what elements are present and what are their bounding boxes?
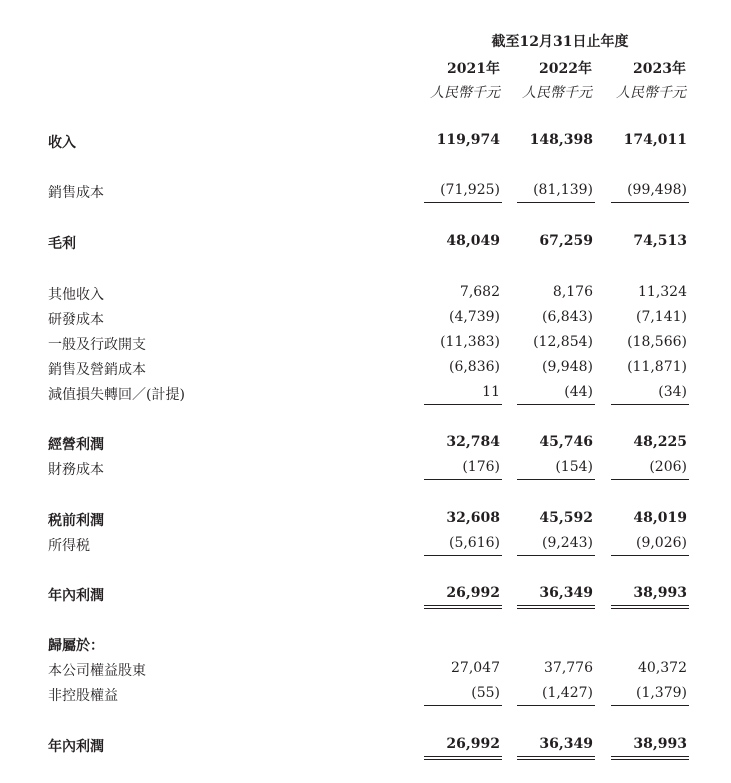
value-impairment-reversal-col0: 11 [482, 384, 500, 400]
double-underline-profit-for-year-total-col1 [517, 756, 595, 760]
row-label-profit-before-tax: 税前利潤 [48, 513, 104, 529]
underline-non-controlling-interests-col0 [424, 705, 502, 706]
row-label-revenue: 收入 [48, 135, 76, 151]
value-income-tax-col2: (9,026) [635, 535, 687, 551]
row-label-profit-for-year: 年內利潤 [48, 588, 104, 604]
underline-impairment-reversal-col0 [424, 404, 502, 405]
value-admin-expenses-col2: (18,566) [627, 334, 687, 350]
underline-finance-costs-col2 [611, 479, 689, 480]
value-admin-expenses-col1: (12,854) [533, 334, 593, 350]
row-label-rd-costs: 研發成本 [48, 312, 104, 328]
value-cost-of-sales-col2: (99,498) [627, 182, 687, 198]
underline-income-tax-col2 [611, 555, 689, 556]
year-2021-header: 2021年 [447, 61, 500, 77]
value-profit-for-year-col1: 36,349 [539, 585, 593, 601]
value-selling-marketing-costs-col1: (9,948) [541, 359, 593, 375]
value-rd-costs-col2: (7,141) [635, 309, 687, 325]
underline-impairment-reversal-col2 [611, 404, 689, 405]
value-operating-profit-col2: 48,225 [633, 434, 687, 450]
value-rd-costs-col0: (4,739) [448, 309, 500, 325]
value-non-controlling-interests-col0: (55) [471, 685, 500, 701]
row-label-selling-marketing-costs: 銷售及營銷成本 [48, 362, 146, 378]
value-revenue-col0: 119,974 [436, 132, 500, 148]
value-profit-for-year-col2: 38,993 [633, 585, 687, 601]
value-gross-profit-col0: 48,049 [446, 233, 500, 249]
row-label-attributable-to: 歸屬於： [48, 638, 104, 654]
value-impairment-reversal-col2: (34) [658, 384, 687, 400]
value-selling-marketing-costs-col0: (6,836) [448, 359, 500, 375]
row-label-income-tax: 所得税 [48, 538, 90, 554]
value-finance-costs-col0: (176) [462, 459, 500, 475]
value-profit-for-year-col0: 26,992 [446, 585, 500, 601]
row-label-impairment-reversal: 減值損失轉回／(計提) [48, 387, 185, 403]
underline-finance-costs-col1 [517, 479, 595, 480]
year-2022-header: 2022年 [539, 61, 592, 77]
underline-finance-costs-col0 [424, 479, 502, 480]
value-profit-before-tax-col2: 48,019 [633, 510, 687, 526]
value-profit-before-tax-col1: 45,592 [539, 510, 593, 526]
double-underline-profit-for-year-col0 [424, 605, 502, 609]
value-rd-costs-col1: (6,843) [541, 309, 593, 325]
unit-2021-header: 人民幣千元 [430, 85, 500, 101]
value-non-controlling-interests-col1: (1,427) [541, 685, 593, 701]
underline-cost-of-sales-col2 [611, 202, 689, 203]
value-profit-for-year-total-col0: 26,992 [446, 736, 500, 752]
year-2023-header: 2023年 [633, 61, 686, 77]
value-revenue-col1: 148,398 [529, 132, 593, 148]
row-label-gross-profit: 毛利 [48, 236, 76, 252]
value-operating-profit-col1: 45,746 [539, 434, 593, 450]
value-finance-costs-col1: (154) [555, 459, 593, 475]
value-profit-before-tax-col0: 32,608 [446, 510, 500, 526]
value-non-controlling-interests-col2: (1,379) [635, 685, 687, 701]
underline-cost-of-sales-col0 [424, 202, 502, 203]
value-other-income-col0: 7,682 [459, 284, 500, 300]
underline-income-tax-col0 [424, 555, 502, 556]
unit-2023-header: 人民幣千元 [616, 85, 686, 101]
row-label-admin-expenses: 一般及行政開支 [48, 337, 146, 353]
underline-non-controlling-interests-col2 [611, 705, 689, 706]
double-underline-profit-for-year-total-col0 [424, 756, 502, 760]
value-gross-profit-col1: 67,259 [539, 233, 593, 249]
value-cost-of-sales-col1: (81,139) [533, 182, 593, 198]
underline-income-tax-col1 [517, 555, 595, 556]
value-other-income-col2: 11,324 [638, 284, 687, 300]
row-label-non-controlling-interests: 非控股權益 [48, 688, 118, 704]
value-profit-for-year-total-col2: 38,993 [633, 736, 687, 752]
underline-non-controlling-interests-col1 [517, 705, 595, 706]
value-cost-of-sales-col0: (71,925) [440, 182, 500, 198]
double-underline-profit-for-year-col1 [517, 605, 595, 609]
value-gross-profit-col2: 74,513 [633, 233, 687, 249]
row-label-operating-profit: 經營利潤 [48, 437, 104, 453]
row-label-equity-shareholders: 本公司權益股東 [48, 663, 146, 679]
value-income-tax-col0: (5,616) [448, 535, 500, 551]
period-header: 截至12月31日止年度 [491, 34, 629, 50]
value-income-tax-col1: (9,243) [541, 535, 593, 551]
underline-impairment-reversal-col1 [517, 404, 595, 405]
row-label-other-income: 其他收入 [48, 287, 104, 303]
value-revenue-col2: 174,011 [623, 132, 687, 148]
underline-cost-of-sales-col1 [517, 202, 595, 203]
value-selling-marketing-costs-col2: (11,871) [627, 359, 687, 375]
row-label-profit-for-year-total: 年內利潤 [48, 739, 104, 755]
value-operating-profit-col0: 32,784 [446, 434, 500, 450]
row-label-finance-costs: 財務成本 [48, 462, 104, 478]
value-equity-shareholders-col2: 40,372 [638, 660, 687, 676]
value-equity-shareholders-col0: 27,047 [451, 660, 500, 676]
value-finance-costs-col2: (206) [649, 459, 687, 475]
value-other-income-col1: 8,176 [552, 284, 593, 300]
double-underline-profit-for-year-total-col2 [611, 756, 689, 760]
unit-2022-header: 人民幣千元 [522, 85, 592, 101]
value-equity-shareholders-col1: 37,776 [544, 660, 593, 676]
row-label-cost-of-sales: 銷售成本 [48, 185, 104, 201]
value-admin-expenses-col0: (11,383) [440, 334, 500, 350]
value-impairment-reversal-col1: (44) [564, 384, 593, 400]
value-profit-for-year-total-col1: 36,349 [539, 736, 593, 752]
double-underline-profit-for-year-col2 [611, 605, 689, 609]
